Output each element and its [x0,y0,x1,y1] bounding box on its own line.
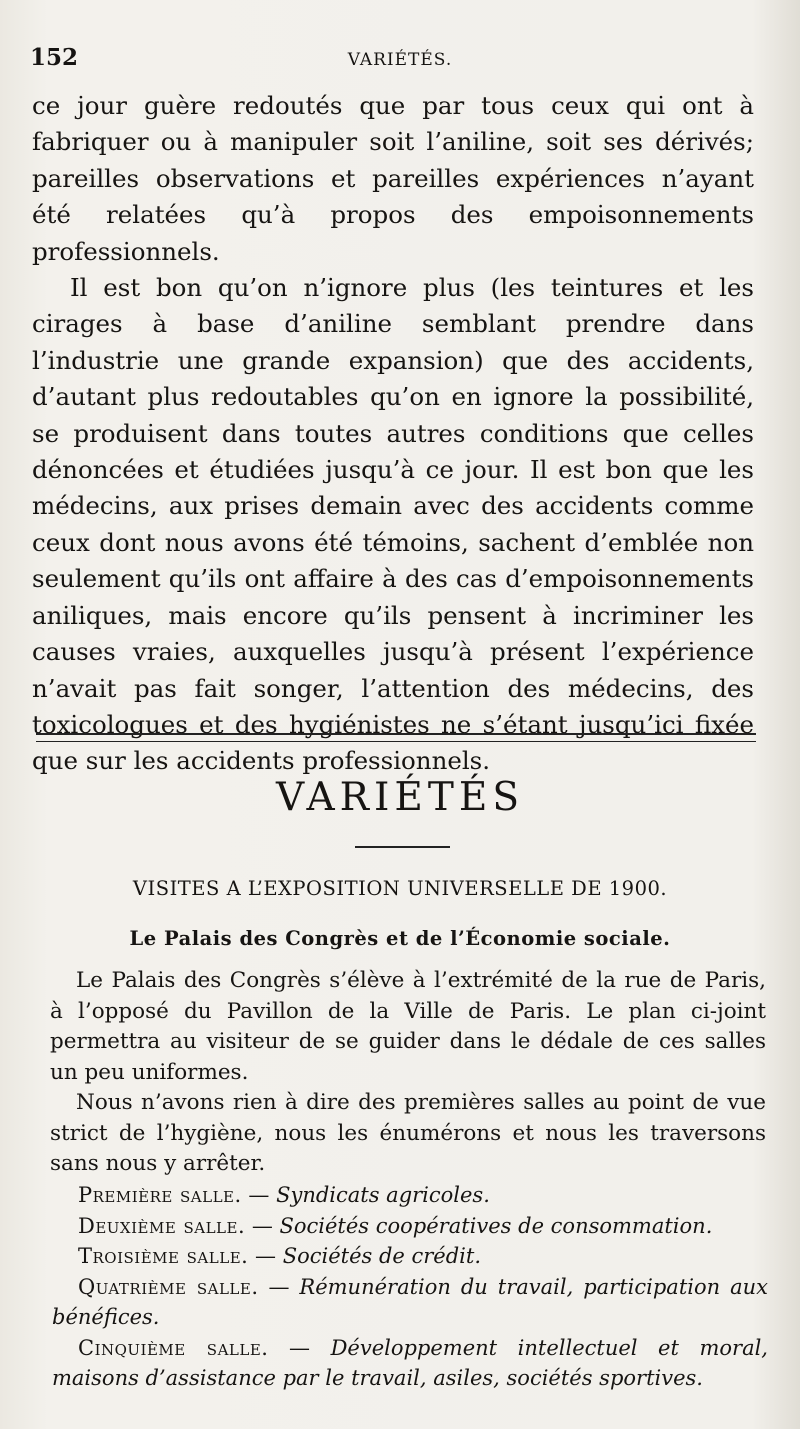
list-item [52,1272,768,1333]
list-item [52,1211,768,1242]
dash: — [255,1244,277,1268]
dash: — [289,1335,311,1360]
section-title: VARIÉTÉS [275,775,525,820]
list-item [52,1180,768,1211]
salle-name: Deuxième salle. [78,1213,246,1238]
salle-name: Cinquième salle. [78,1335,269,1360]
running-head: VARIÉTÉS. [347,50,453,70]
salles-list [52,1180,768,1394]
article-title: VISITES A L’EXPOSITION UNIVERSELLE DE 1900. [132,877,668,900]
list-item [52,1333,768,1394]
dash: — [251,1213,273,1238]
article-subtitle: Le Palais des Congrès et de l’Économie sociale. [129,927,671,950]
article-ending [32,88,754,780]
salle-description: Syndicats agricoles. [276,1183,490,1207]
salle-description: Sociétés de crédit. [282,1244,482,1268]
list-item [52,1241,768,1272]
salle-description: Rémunération du travail, participation aux bénéfices. [52,1274,768,1329]
dash: — [248,1183,270,1207]
paragraph: Il est bon qu’on n’ignore plus (les teintures et les cirages à base d’aniline semblant prendre dans l’industrie une grande expansion) que des accidents, d’autant plus redoutables qu’on en ignore la possibilité, se produisent dans toutes autres conditions que celles dénoncées et étudiées jusqu’à ce jour. Il est bon que les médecins, aux prises demain avec des accidents comme ceux dont nous avons été témoins, sachent d’emblée non seulement qu’ils ont affaire à des cas d’empoisonnements aniliques, mais encore qu’ils pensent à incriminer les causes vraies, auxquelles jusqu’à présent l’expérience n’avait pas fait songer, l’attention des médecins, des toxicologues et des hygiénistes ne s’étant jusqu’ici fixée que sur les accidents professionnels. [32,273,754,776]
section-divider [36,733,756,742]
salle-description: Sociétés coopératives de consommation. [279,1213,713,1238]
title-underline [355,846,450,848]
page-header [30,44,770,84]
dash: — [268,1274,290,1299]
article-body [50,966,766,1180]
paragraph: ce jour guère redoutés que par tous ceux qui ont à fabriquer ou à manipuler soit l’aniline, soit ses dérivés; pareilles observations et pareilles expériences n’ayant été relatées qu’à propos des empoisonnements professionnels. [32,91,754,266]
paragraph: Le Palais des Congrès s’élève à l’extrémité de la rue de Paris, à l’opposé du Pavillon de la Ville de Paris. Le plan ci-joint permettra au visiteur de se guider dans le dédale de ces salles un peu uniformes. [50,968,766,1085]
salle-name: Troisième salle. [78,1244,249,1268]
salle-name: Quatrième salle. [78,1274,259,1299]
salle-name: Première salle. [78,1183,242,1207]
page-number: 152 [30,44,79,71]
salle-description: Développement intellectuel et moral, maisons d’assistance par le travail, asiles, sociétés sportives. [52,1335,768,1390]
paragraph: Nous n’avons rien à dire des premières salles au point de vue strict de l’hygiène, nous les énumérons et nous les traversons sans nous y arrêter. [50,1090,766,1176]
